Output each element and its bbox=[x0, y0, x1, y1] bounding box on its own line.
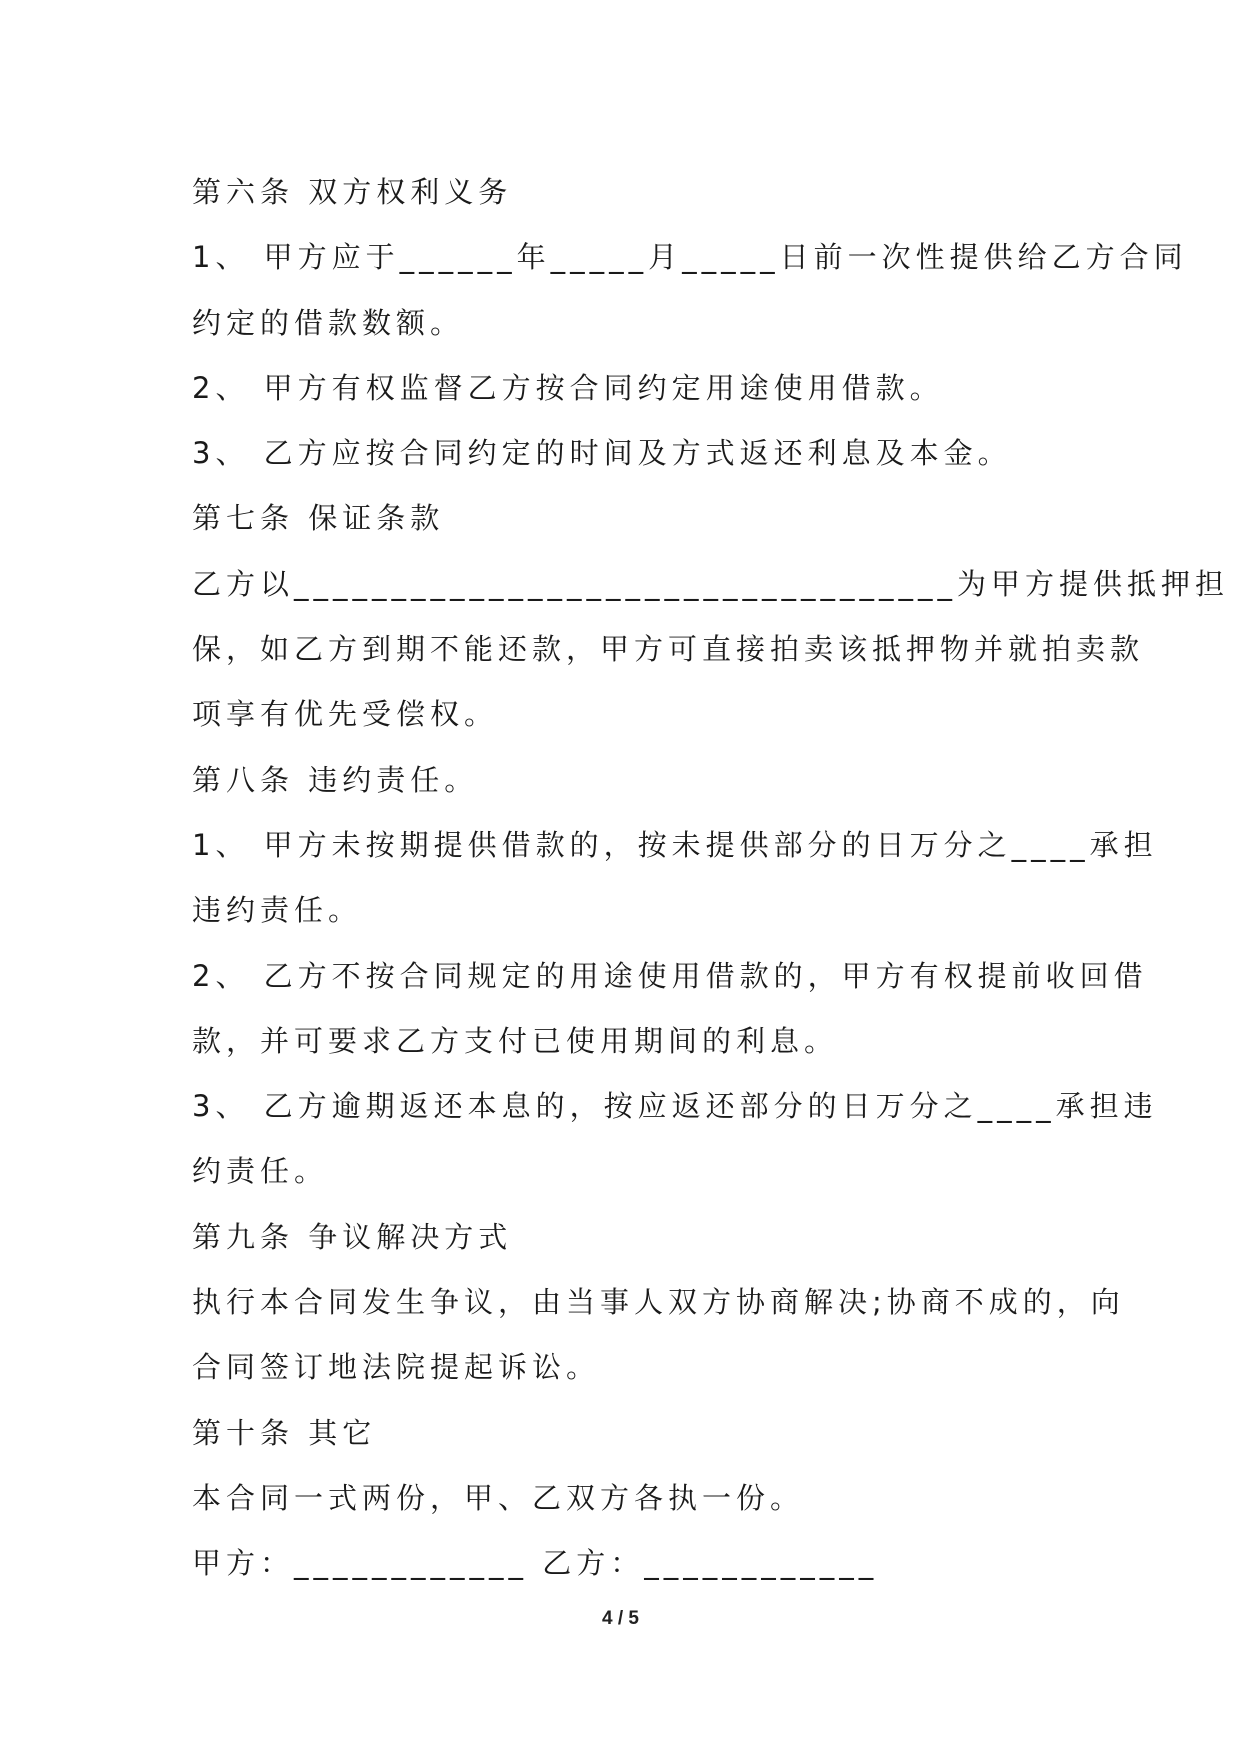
article-8-clause-2-cont: 款，并可要求乙方支付已使用期间的利息。 bbox=[192, 1023, 839, 1058]
article-10-text: 本合同一式两份，甲、乙双方各执一份。 bbox=[192, 1480, 805, 1515]
article-8-clause-3-cont: 约责任。 bbox=[192, 1154, 329, 1189]
article-8-clause-1-cont: 违约责任。 bbox=[192, 893, 363, 928]
article-8-clause-2: 2、 乙方不按合同规定的用途使用借款的，甲方有权提前收回借 bbox=[192, 958, 1148, 993]
article-7-text: 乙方以__________________________________为甲方提供抵押担 bbox=[192, 566, 1230, 601]
article-6-clause-1: 1、 甲方应于______年_____月_____日前一次性提供给乙方合同 bbox=[192, 240, 1188, 275]
article-7-text-cont-2: 项享有优先受偿权。 bbox=[192, 697, 499, 732]
article-6-clause-2: 2、 甲方有权监督乙方按合同约定用途使用借款。 bbox=[192, 370, 944, 405]
article-7-heading: 第七条 保证条款 bbox=[192, 501, 445, 536]
article-9-heading: 第九条 争议解决方式 bbox=[192, 1219, 513, 1254]
article-6-clause-1-cont: 约定的借款数额。 bbox=[192, 305, 465, 340]
document-body bbox=[192, 160, 1230, 1597]
article-8-heading: 第八条 违约责任。 bbox=[192, 762, 479, 797]
signature-line: 甲方：____________ 乙方：____________ bbox=[192, 1546, 879, 1581]
article-6-clause-3: 3、 乙方应按合同约定的时间及方式返还利息及本金。 bbox=[192, 436, 1012, 471]
article-7-text-cont-1: 保，如乙方到期不能还款，甲方可直接拍卖该抵押物并就拍卖款 bbox=[192, 632, 1145, 667]
article-10-heading: 第十条 其它 bbox=[192, 1415, 377, 1450]
page-number: 4 / 5 bbox=[602, 1608, 639, 1629]
article-8-clause-3: 3、 乙方逾期返还本息的，按应返还部分的日万分之____承担违 bbox=[192, 1089, 1158, 1124]
article-9-text-cont: 合同签订地法院提起诉讼。 bbox=[192, 1350, 601, 1385]
article-6-heading: 第六条 双方权利义务 bbox=[192, 175, 513, 209]
article-9-text: 执行本合同发生争议，由当事人双方协商解决;协商不成的，向 bbox=[192, 1285, 1125, 1320]
article-8-clause-1: 1、 甲方未按期提供借款的，按未提供部分的日万分之____承担 bbox=[192, 827, 1158, 862]
